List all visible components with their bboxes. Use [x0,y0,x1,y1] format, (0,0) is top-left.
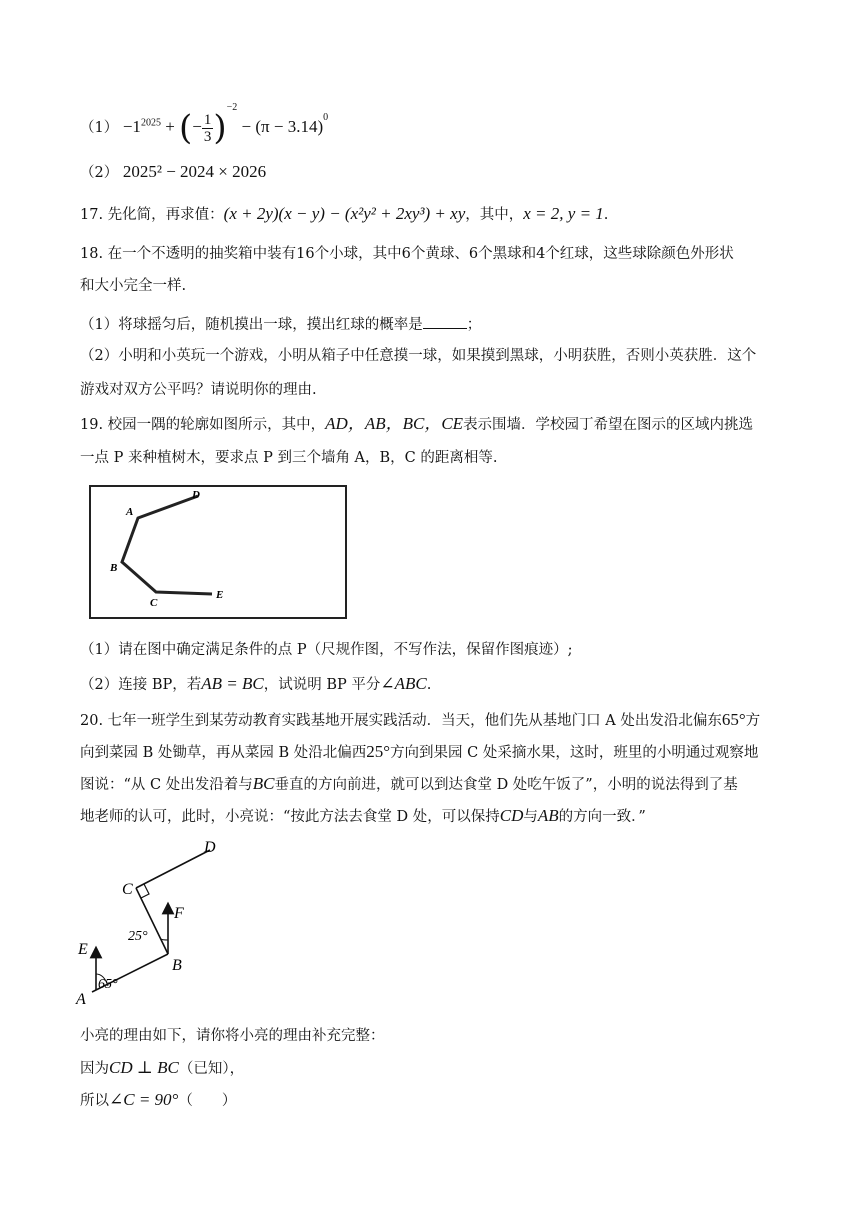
q20-l1-text: 20. 七年一班学生到某劳动教育实践基地开展实践活动．当天，他们先从基地门口 A 处出发沿北偏东 [80,713,722,729]
q19-part2-text-a: （2）连接 BP，若 [80,677,202,693]
q19-text-a: 19. 校园一隅的轮廓如图所示，其中， [80,417,326,433]
q20-label-f: F [174,905,184,922]
q20-angle-label-65: 65° [98,977,118,992]
q20-ab: AB [537,806,559,825]
q19-part2 [80,674,431,695]
q19-label-c: C [150,597,158,609]
q20-step1-text: 因为 [80,1061,109,1077]
q20-label-a: A [76,991,86,1008]
q20-reason-intro: 小亮的理由如下，请你将小亮的理由补充完整： [80,1028,385,1044]
q16-part1 [80,98,329,149]
q17-end: . [603,207,609,223]
q19-part1: （1）请在图中确定满足条件的点 P（尺规作图，不写作法，保留作图痕迹）; [80,642,573,658]
q19-line2: 一点 P 来种植树木，要求点 P 到三个墙角 A，B，C 的距离相等. [80,450,498,466]
q18-part2-line1: （2）小明和小英玩一个游戏，小明从箱子中任意摸一球，如果摸到黑球，小明获胜，否则小英获胜．这个 [80,348,757,364]
q20-l3-text: 图说：“从 C 处出发沿着与 [80,777,253,793]
q20-segment-cd [136,850,210,888]
q20-reason-step2 [80,1090,236,1111]
q19-figure [88,484,350,622]
q20-l1-end: 方 [745,713,761,729]
q18-line2: 和大小完全一样. [80,278,187,294]
q19-part2-angle: ∠ABC [380,674,427,693]
q16-part2 [80,162,266,183]
q20-label-e: E [78,941,88,958]
q20-l2-text: 向到菜园 B 处锄草，再从菜园 B 处沿北偏西 [80,745,367,761]
q20-l4-text: 地老师的认可，此时，小亮说：“按此方法去食堂 D 处，可以保持 [80,809,500,825]
q20-right-angle-mark [141,884,149,898]
q20-figure [74,836,244,1008]
q18-line1: 18. 在一个不透明的抽奖箱中装有16个小球，其中6个黄球、6个黑球和4个红球，这些球除颜色外形状 [80,246,734,262]
q20-step1-math: CD ⊥ BC [109,1058,179,1077]
q16-part2-label: （2） [80,165,119,181]
q20-cd: CD [499,806,524,825]
q19-label-a: A [126,506,134,518]
q20-arc-25 [161,939,168,940]
q17-line [80,204,608,225]
q19-part2-text-b: ，试说明 BP 平分 [263,677,381,693]
q19-label-d: D [192,489,200,501]
q19-label-e: E [216,589,224,601]
q19-text-b: 表示围墙．学校园丁希望在图示的区域内挑选 [463,417,754,433]
q20-angle-65: 65° [721,710,746,729]
q18-part2-line2: 游戏对双方公平吗？请说明你的理由. [80,382,317,398]
q20-reason-step1 [80,1058,244,1079]
q20-bc: BC [252,774,275,793]
q17-text-b: ，其中， [465,207,524,223]
q20-step2-text: 所以 [80,1093,109,1109]
q20-line1 [80,710,760,731]
q18-part1-text: （1）将球摇匀后，随机摸出一球，摸出红球的概率是 [80,317,423,333]
q19-walls-path [122,496,212,594]
q20-line3 [80,774,738,795]
q20-l3-end: 垂直的方向前进，就可以到达食堂 D 处吃午饭了”，小明的说法得到了基 [274,777,738,793]
q19-label-b: B [110,562,118,574]
q20-segment-bc [136,888,168,954]
q20-label-b: B [172,957,182,974]
q19-part2-eq: AB = BC [201,674,264,693]
q19-part2-end: . [426,677,432,693]
q20-step1-reason: （已知）， [178,1061,245,1077]
q20-angle-label-25: 25° [128,929,148,944]
q20-l2-end: 方向到果园 C 处采摘水果，这时，班里的小明通过观察地 [390,745,759,761]
q16-part2-expression: 2025² − 2024 × 2026 [122,162,267,181]
q18-part1-end: ； [466,317,482,333]
q20-line2 [80,742,758,763]
q16-part1-expression: $-1^{2025}$ + (− $\frac{1}{3}$ )$^{-2} - (\pi - 3.14)^0$ [122,102,329,149]
q17-expression: (x + 2y)(x − y) − (x²y² + 2xy³) + xy [223,204,466,223]
q17-text: 17. 先化简，再求值： [80,207,224,223]
q20-step2-reason-blank[interactable]: （ ） [178,1093,237,1109]
q20-line4 [80,806,646,827]
q16-part1-label: （1） [80,120,119,136]
q18-part1 [80,314,481,335]
q20-label-d: D [204,839,216,856]
q19-walls: AD，AB，BC，CE [325,414,464,433]
answer-blank[interactable] [423,314,467,329]
q20-l4-end: 的方向一致．” [558,809,646,825]
q20-label-c: C [122,881,133,898]
q20-l4-mid: 与 [523,809,538,825]
q17-condition: x = 2, y = 1 [523,204,604,223]
q19-line1 [80,414,753,435]
q20-angle-25: 25° [366,742,391,761]
q20-step2-math: ∠C = 90° [109,1090,179,1109]
